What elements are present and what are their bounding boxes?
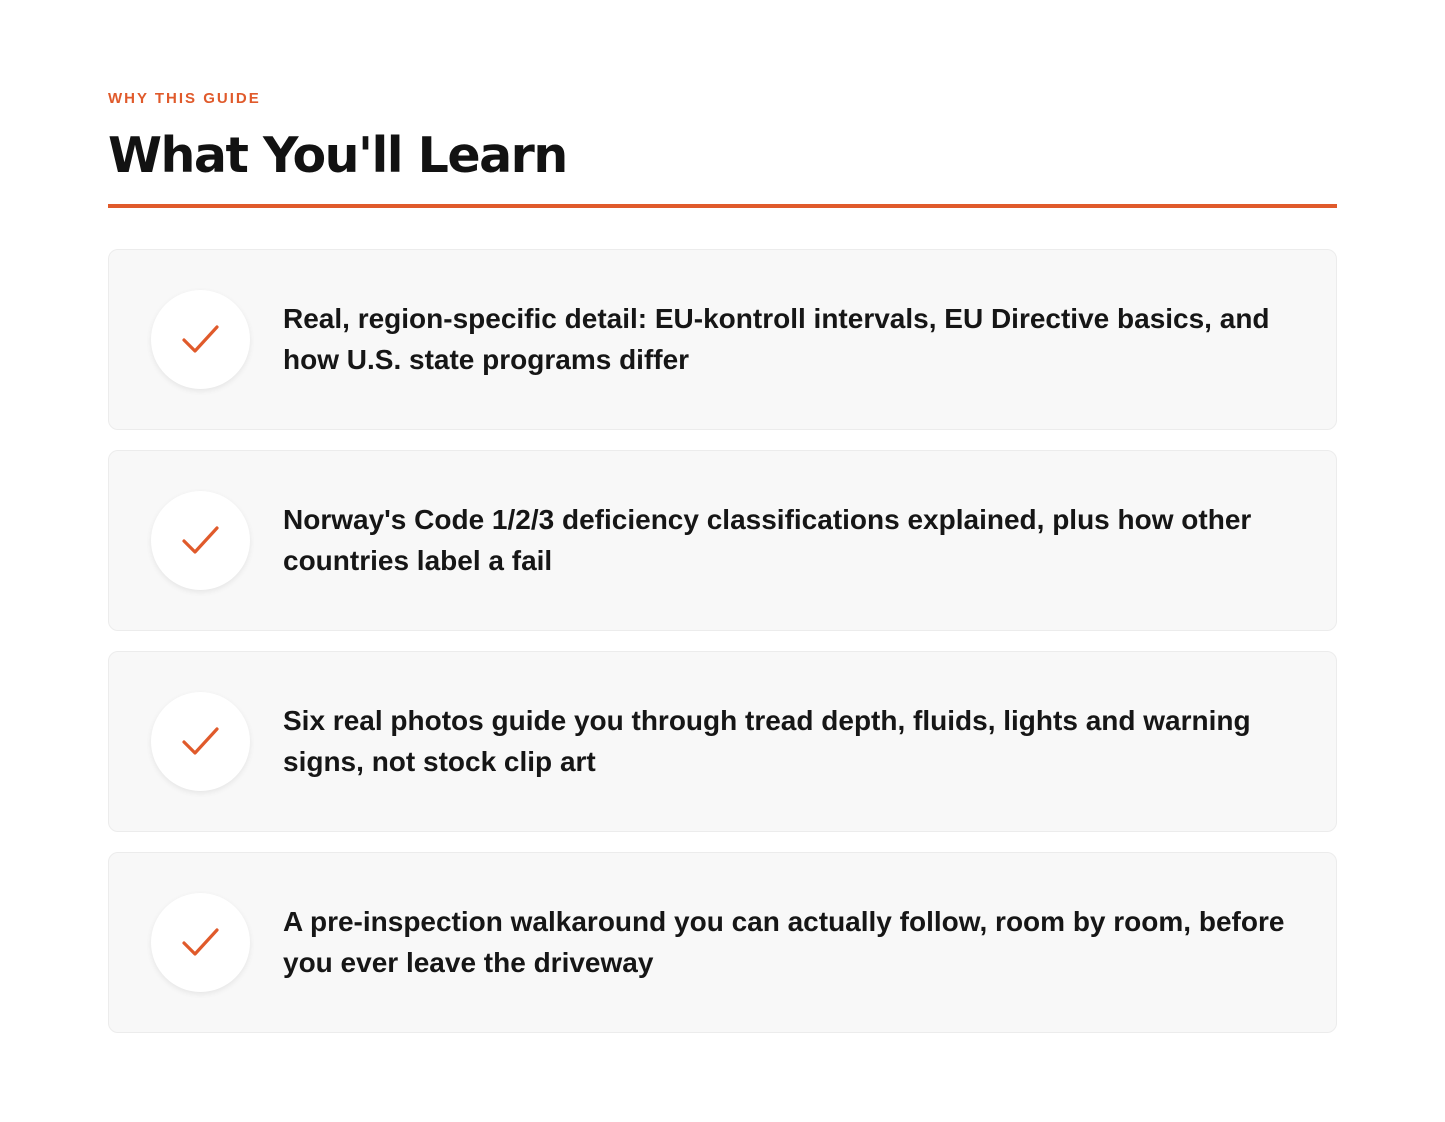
list-item bbox=[108, 249, 1337, 430]
check-badge bbox=[151, 290, 250, 389]
section-eyebrow: WHY THIS GUIDE bbox=[108, 90, 261, 107]
list-item-text: Six real photos guide you through tread depth, fluids, lights and warning signs, not stock clip art bbox=[283, 705, 1251, 777]
check-badge bbox=[151, 692, 250, 791]
check-icon bbox=[181, 521, 220, 560]
list-item-text: A pre-inspection walkaround you can actually follow, room by room, before you ever leave the driveway bbox=[283, 906, 1285, 978]
check-badge bbox=[151, 491, 250, 590]
title-underline-divider bbox=[108, 204, 1337, 208]
list-item bbox=[108, 450, 1337, 631]
list-item-text: Norway's Code 1/2/3 deficiency classifications explained, plus how other countries label a fail bbox=[283, 504, 1252, 576]
check-icon bbox=[181, 320, 220, 359]
list-item-text: Real, region-specific detail: EU-kontroll intervals, EU Directive basics, and how U.S. state programs differ bbox=[283, 303, 1270, 375]
list-item bbox=[108, 651, 1337, 832]
check-icon bbox=[181, 923, 220, 962]
check-icon bbox=[181, 722, 220, 761]
list-item bbox=[108, 852, 1337, 1033]
section-title: What You'll Learn bbox=[108, 127, 567, 184]
learning-points-list bbox=[108, 249, 1337, 1053]
check-badge bbox=[151, 893, 250, 992]
